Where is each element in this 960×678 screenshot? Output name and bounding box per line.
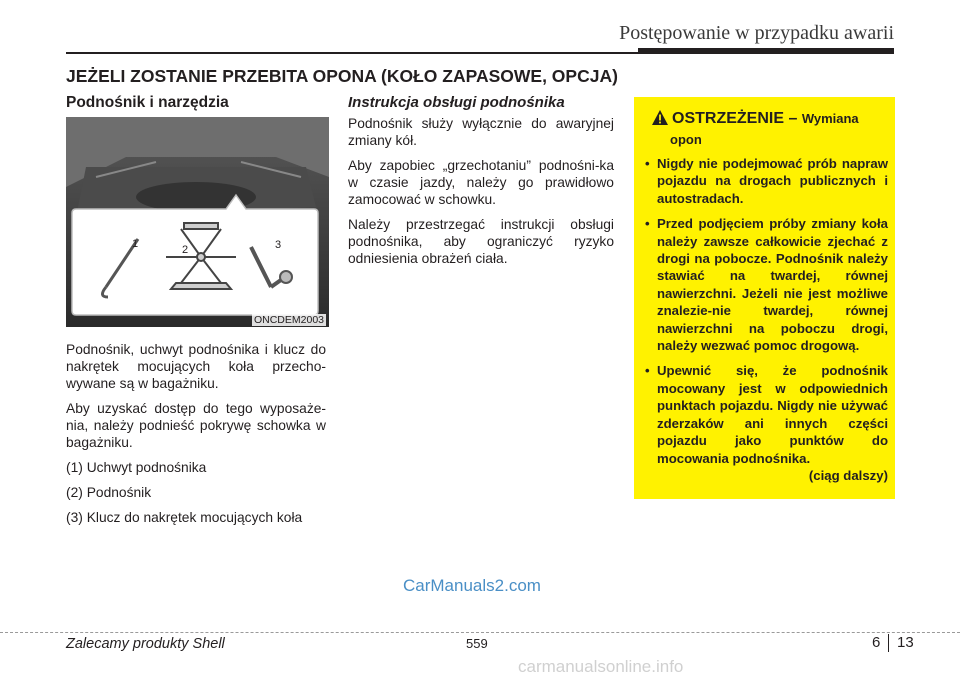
left-paragraph-2: Aby uzyskać dostęp do tego wyposaże-nia, należy podnieść pokrywę schowka w bagażniku. <box>66 401 326 450</box>
header-rule <box>66 52 638 54</box>
warning-title <box>652 110 887 147</box>
warning-title-suffix-2: opon <box>670 132 702 147</box>
warning-continued: (ciąg dalszy) <box>808 468 888 483</box>
callout-2: 2 <box>182 244 189 256</box>
left-body <box>66 341 326 534</box>
middle-heading: Instrukcja obsługi podnośnika <box>348 94 565 111</box>
warning-title-suffix: Wymiana <box>801 111 859 126</box>
header-rule-thick <box>638 48 894 54</box>
footer-left: Zalecamy produkty Shell <box>66 636 225 652</box>
list-item-1: (1) Uchwyt podnośnika <box>66 460 207 475</box>
footer-chapter: 6 <box>872 634 881 651</box>
section-title: JEŻELI ZOSTANIE PRZEBITA OPONA (KOŁO ZAPASOWE, OPCJA) <box>66 66 618 86</box>
warning-bullet-3: • Upewnić się, że podnośnik mocowany jest w odpowiednich punktach pojazdu. Nigdy nie używać zderzaków ani innych części pojazdu jako punktów do mocowania podnośnika. <box>645 362 888 466</box>
warning-bullet-1: • Nigdy nie podejmować prób napraw pojazdu na drogach publicznych i autostradach. <box>645 155 888 207</box>
warning-list <box>645 155 888 475</box>
footer-page-number: 559 <box>466 636 488 651</box>
warning-bullet-2: • Przed podjęciem próby zmiany koła należy zawsze całkowicie zjechać z drogi na pobocze. Podnośnik należy stawiać na twardej, równej nawierzchni. Jeżeli nie jest możliwe znalezie-nie twardej, równej nawierzchni na poboczu drogi, należy wezwać pomoc drogową. <box>645 215 888 354</box>
watermark-link[interactable]: CarManuals2.com <box>403 576 541 595</box>
warning-title-dash: – <box>784 110 802 127</box>
chapter-title: Postępowanie w przypadku awarii <box>619 22 894 44</box>
warning-triangle-icon <box>652 110 668 130</box>
callout-3: 3 <box>275 239 282 251</box>
left-heading: Podnośnik i narzędzia <box>66 94 229 111</box>
footer-rule <box>0 632 960 633</box>
list-item-3: (3) Klucz do nakrętek mocujących koła <box>66 510 303 525</box>
middle-paragraph-2: Aby zapobiec „grzechotaniu” podnośni-ka w czasie jazdy, należy go prawidłowo zamocować w schowku. <box>348 158 614 207</box>
footer-separator <box>888 634 889 652</box>
warning-title-text: OSTRZEŻENIE <box>672 110 785 127</box>
jack-tools-figure <box>66 117 329 327</box>
callout-1: 1 <box>132 238 139 250</box>
jack-tools-illustration <box>66 117 329 327</box>
site-watermark: carmanualsonline.info <box>518 657 684 676</box>
figure-code: ONCDEM2003 <box>253 314 324 326</box>
list-item-2: (2) Podnośnik <box>66 485 152 500</box>
footer-page: 13 <box>897 634 914 651</box>
left-paragraph-1: Podnośnik, uchwyt podnośnika i klucz do nakrętek mocujących koła przecho-wywane są w bagażniku. <box>66 342 326 391</box>
middle-paragraph-3: Należy przestrzegać instrukcji obsługi podnośnika, aby ograniczyć ryzyko odniesienia obrażeń ciała. <box>348 217 614 266</box>
middle-body <box>348 115 614 275</box>
middle-paragraph-1: Podnośnik służy wyłącznie do awaryjnej zmiany kół. <box>348 116 614 148</box>
